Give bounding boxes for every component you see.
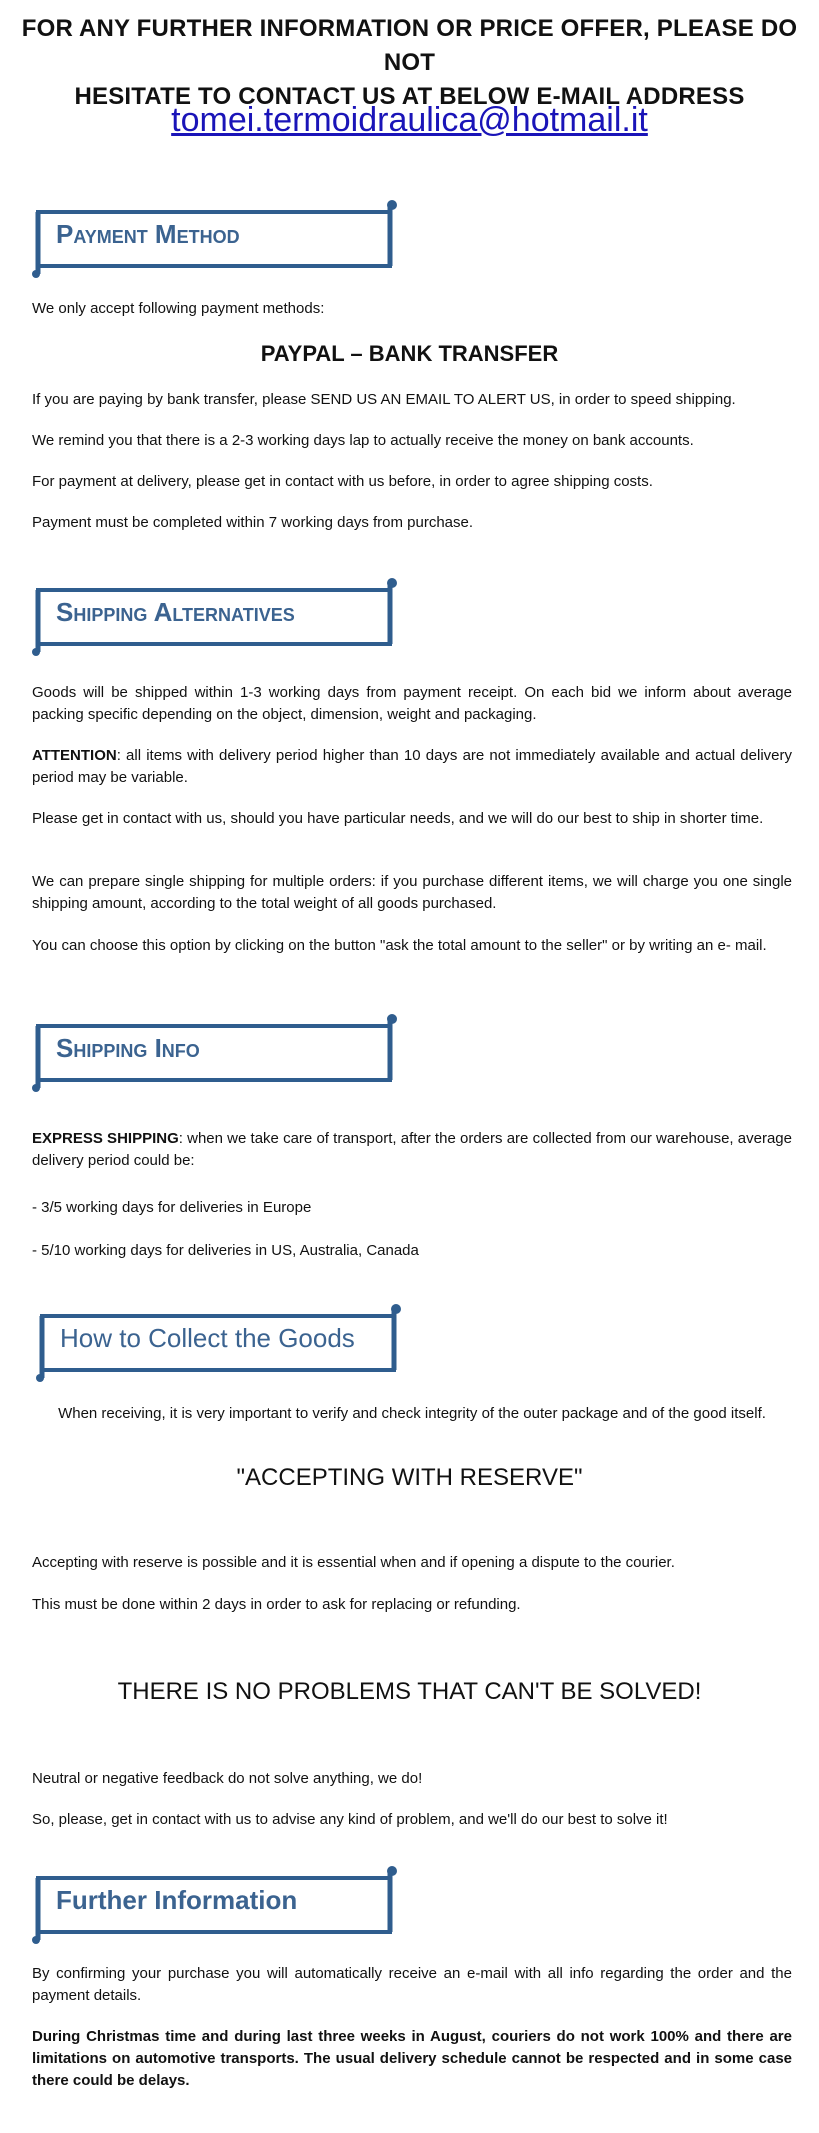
no-problems-slogan: THERE IS NO PROBLEMS THAT CAN'T BE SOLVED! bbox=[117, 1678, 702, 1705]
collect-paragraph-5: So, please, get in contact with us to advise any kind of problem, and we'll do our best to solve it! bbox=[32, 1811, 668, 1828]
shipping-alternatives-title: Shipping Alternatives bbox=[56, 597, 295, 627]
shipping-info-banner bbox=[30, 1014, 400, 1090]
attention-label: ATTENTION bbox=[32, 747, 117, 764]
collect-goods-banner bbox=[34, 1304, 404, 1380]
shipping-alt-paragraph-5: You can choose this option by clicking on the button "ask the total amount to the seller" or by writing an e- mail. bbox=[32, 937, 767, 954]
payment-method-title: Payment Method bbox=[56, 219, 240, 249]
attention-text: : all items with delivery period higher than 10 days are not immediately available and actual delivery period may be variable. bbox=[32, 747, 792, 786]
collect-goods-title: How to Collect the Goods bbox=[60, 1323, 355, 1353]
payment-paragraph-2: We remind you that there is a 2-3 working days lap to actually receive the money on bank accounts. bbox=[32, 432, 694, 449]
collect-paragraph-2: Accepting with reserve is possible and it is essential when and if opening a dispute to the courier. bbox=[32, 1554, 675, 1571]
holiday-delay-notice: During Christmas time and during last three weeks in August, couriers do not work 100% and there are limitations on automotive transports. The usual delivery schedule cannot be respected and in some case there could be delays. bbox=[32, 2028, 792, 2089]
shipping-alt-paragraph-3: Please get in contact with us, should you have particular needs, and we will do our best to ship in shorter time. bbox=[32, 810, 764, 827]
shipping-alt-paragraph-4: We can prepare single shipping for multiple orders: if you purchase different items, we will charge you one single shipping amount, according to the total weight of all goods purchased. bbox=[32, 873, 792, 912]
payment-paragraph-4: Payment must be completed within 7 working days from purchase. bbox=[32, 514, 474, 531]
express-shipping-text: : when we take care of transport, after the orders are collected from our warehouse, average delivery period could be: bbox=[32, 1130, 792, 1169]
further-information-banner bbox=[30, 1866, 400, 1942]
further-information-title: Further Information bbox=[56, 1885, 298, 1915]
payment-method-banner bbox=[30, 200, 400, 276]
contact-email-link[interactable]: tomei.termoidraulica@hotmail.it bbox=[171, 101, 648, 139]
express-shipping-paragraph bbox=[32, 1128, 792, 1172]
collect-paragraph-1: When receiving, it is very important to verify and check integrity of the outer package and of the good itself. bbox=[58, 1405, 766, 1422]
contact-notice-line2: HESITATE TO CONTACT US AT BELOW E-MAIL ADDRESS bbox=[74, 83, 745, 110]
shipping-alt-paragraph-1: Goods will be shipped within 1-3 working days from payment receipt. On each bid we inform about average packing specific depending on the object, dimension, weight and packaging. bbox=[32, 684, 792, 723]
payment-paragraph-1: If you are paying by bank transfer, please SEND US AN EMAIL TO ALERT US, in order to speed shipping. bbox=[32, 391, 736, 408]
shipping-alt-attention bbox=[32, 745, 792, 789]
delivery-europe-item: - 3/5 working days for deliveries in Europe bbox=[32, 1199, 312, 1216]
shipping-info-title: Shipping Info bbox=[56, 1033, 200, 1063]
payment-methods-list: PAYPAL – BANK TRANSFER bbox=[260, 341, 559, 366]
shipping-alternatives-banner bbox=[30, 578, 400, 654]
accepting-with-reserve-heading: "ACCEPTING WITH RESERVE" bbox=[236, 1464, 583, 1491]
delivery-overseas-item: - 5/10 working days for deliveries in US, Australia, Canada bbox=[32, 1242, 419, 1259]
collect-paragraph-3: This must be done within 2 days in order to ask for replacing or refunding. bbox=[32, 1596, 521, 1613]
further-paragraph-1: By confirming your purchase you will automatically receive an e-mail with all info regarding the order and the payment details. bbox=[32, 1965, 792, 2004]
express-shipping-label: EXPRESS SHIPPING bbox=[32, 1130, 179, 1147]
payment-paragraph-3: For payment at delivery, please get in contact with us before, in order to agree shipping costs. bbox=[32, 473, 653, 490]
collect-paragraph-4: Neutral or negative feedback do not solve anything, we do! bbox=[32, 1770, 423, 1787]
contact-notice-line1: FOR ANY FURTHER INFORMATION OR PRICE OFFER, PLEASE DO NOT bbox=[21, 15, 798, 76]
payment-intro: We only accept following payment methods: bbox=[32, 300, 325, 317]
